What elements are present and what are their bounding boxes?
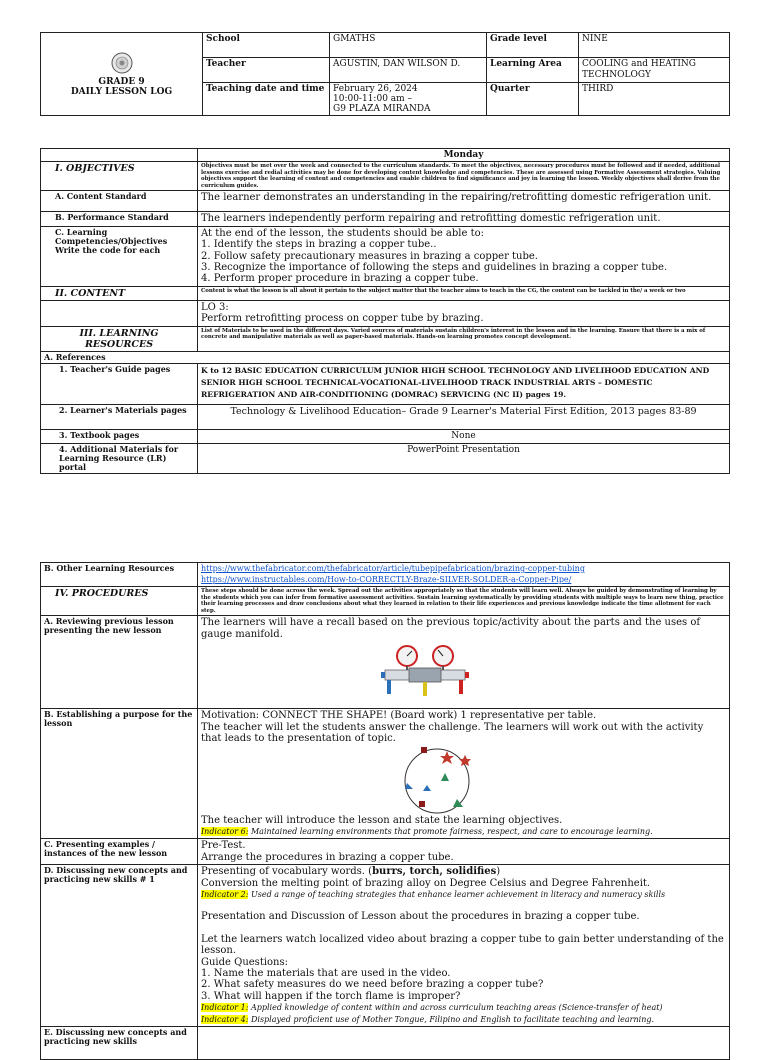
competencies-label: C. Learning Competencies/Objectives Write the code for each <box>41 226 198 286</box>
other-resources-label: B. Other Learning Resources <box>41 563 198 587</box>
competency-intro: At the end of the lesson, the students should be able to: <box>201 227 485 239</box>
references-label: A. References <box>41 351 730 363</box>
proc-c-arrange: Arrange the procedures in brazing a copper tube. <box>201 851 454 863</box>
indicator-4-text: Displayed proficient use of Mother Tongue, Filipino and English to facilitate teaching and learning. <box>248 1014 655 1024</box>
learning-area-value: COOLING and HEATING TECHNOLOGY <box>579 58 730 83</box>
procedures-label: IV. PROCEDURES <box>41 587 198 616</box>
quarter-value: THIRD <box>579 83 730 116</box>
additional-value: PowerPoint Presentation <box>198 444 730 474</box>
school-value: GMATHS <box>330 33 487 58</box>
competency-item: 1. Identify the steps in brazing a copper tube.. <box>201 239 437 251</box>
proc-a-label: A. Reviewing previous lesson presenting the new lesson <box>41 616 198 709</box>
proc-a-content <box>198 616 730 709</box>
proc-d-video: Let the learners watch localized video about brazing a copper tube to gain better understanding of the lesson. <box>201 933 724 957</box>
proc-b-instruction: The teacher will let the students answer the challenge. The learners will work out with the activity that leads to the presentation of topic. <box>201 721 704 745</box>
resources-label-line1: III. LEARNING <box>79 327 159 339</box>
time-line: 10:00-11:00 am – <box>333 94 413 104</box>
indicator-1-badge: Indicator 1: <box>201 1003 249 1013</box>
indicator-1-text: Applied knowledge of content within and across curriculum teaching areas (Science-transfer of heat) <box>248 1003 663 1013</box>
proc-c-content <box>198 839 730 865</box>
resources-label <box>41 326 198 351</box>
proc-d-indicator4-line <box>201 1014 726 1025</box>
indicator-2-text: Used a range of teaching strategies that enhance learner achievement in literacy and numeracy skills <box>248 890 666 900</box>
vocab-prefix: Presenting of vocabulary words. ( <box>201 866 373 878</box>
learning-area-label: Learning Area <box>487 58 579 83</box>
content-standard-label: A. Content Standard <box>41 191 198 212</box>
other-resources-links <box>198 563 730 587</box>
vocab-words: burrs, torch, solidifies <box>372 866 497 878</box>
tg-label: 1. Teacher's Guide pages <box>41 363 198 404</box>
proc-d-guide: Guide Questions: <box>201 956 288 968</box>
resources-note: List of Materials to be used in the different days. Varied sources of materials sustain children's interest in the lesson and in the learning. Ensure that there is a mix of concrete and manipulative materials as well as paper-based materials. Hands-on learning promotes concept development. <box>198 326 730 351</box>
additional-label: 4. Additional Materials for Learning Resource (LR) portal <box>41 444 198 474</box>
date-value <box>330 83 487 116</box>
content-title: Perform retrofitting process on copper tube by brazing. <box>201 313 484 325</box>
proc-b-indicator-line <box>201 826 726 837</box>
proc-d-indicator1-line <box>201 1002 726 1013</box>
proc-d-question: 3. What will happen if the torch flame is improper? <box>201 990 461 1002</box>
performance-standard-label: B. Performance Standard <box>41 212 198 226</box>
section-line: G9 PLAZA MIRANDA <box>333 104 431 114</box>
objectives-label: I. OBJECTIVES <box>41 162 198 191</box>
proc-c-label: C. Presenting examples / instances of the new lesson <box>41 839 198 865</box>
competency-item: 4. Perform proper procedure in brazing a copper tube. <box>201 273 479 285</box>
grade-level-label: Grade level <box>487 33 579 58</box>
corner-cell <box>41 149 198 162</box>
competencies-list <box>198 226 730 286</box>
connect-the-shape-image <box>397 745 477 815</box>
proc-b-motivation: Motivation: CONNECT THE SHAPE! (Board work) 1 representative per table. <box>201 710 597 722</box>
grade-level-value: NINE <box>579 33 730 58</box>
teacher-value: AGUSTIN, DAN WILSON D. <box>330 58 487 83</box>
day-header: Monday <box>198 149 730 162</box>
proc-d-question: 1. Name the materials that are used in the video. <box>201 968 451 980</box>
proc-b-content <box>198 709 730 839</box>
gauge-manifold-image <box>379 642 471 702</box>
lesson-table-page2 <box>40 562 730 1060</box>
lesson-table-page1 <box>40 148 730 474</box>
proc-d-question: 2. What safety measures do we need before brazing a copper tube? <box>201 979 544 991</box>
proc-b-after: The teacher will introduce the lesson and state the learning objectives. <box>201 814 563 826</box>
grade-title: GRADE 9 <box>98 76 145 87</box>
proc-b-label: B. Establishing a purpose for the lesson <box>41 709 198 839</box>
procedures-note: These steps should be done across the week. Spread out the activities appropriately so that the students will learn well. Always be guided by demonstrating of learning by the students which you can infer from formative assessment activities. Sustain learning systematically by providing students with multiple ways to learn new thing, practice their learning processes and draw conclusions about what they learned in relation to their life experiences and previous knowledge indicate the time allotment for each step. <box>198 587 730 616</box>
log-title: DAILY LESSON LOG <box>70 86 173 97</box>
tg-value: K to 12 BASIC EDUCATION CURRICULUM JUNIOR HIGH SCHOOL TECHNOLOGY AND LIVELIHOOD EDUCATION AND SENIOR HIGH SCHOOL TECHNICAL-VOCATIONAL-LIVELIHOOD TRACK INDUSTRIAL ARTS – DOMESTIC REFRIGERATION AND AIR-CONDITIONING (DOMRAC) SERVICING (NC II) pages 19. <box>198 363 730 404</box>
logo-cell <box>41 33 203 116</box>
textbook-value: None <box>198 429 730 443</box>
content-label: II. CONTENT <box>41 286 198 300</box>
indicator-6-badge: Indicator 6: <box>201 827 249 836</box>
proc-d-label: D. Discussing new concepts and practicing new skills # 1 <box>41 865 198 1027</box>
lm-value: Technology & Livelihood Education– Grade 9 Learner's Material First Edition, 2013 pages 83-89 <box>198 404 730 429</box>
proc-d-presentation: Presentation and Discussion of Lesson about the procedures in brazing a copper tube. <box>201 911 640 923</box>
resource-link[interactable]: https://www.instructables.com/How-to-CORRECTLY-Braze-SILVER-SOLDER-a-Copper-Pipe/ <box>201 574 572 584</box>
content-lo: LO 3: <box>201 301 229 313</box>
indicator-2-badge: Indicator 2: <box>201 890 249 900</box>
deped-seal-icon <box>111 52 133 74</box>
proc-c-pretest: Pre-Test. <box>201 840 246 852</box>
quarter-label: Quarter <box>487 83 579 116</box>
proc-d-indicator2-line <box>201 889 726 900</box>
header-table <box>40 32 730 116</box>
proc-e-label: E. Discussing new concepts and practicing new skills <box>41 1027 198 1060</box>
content-standard-value: The learner demonstrates an understanding in the repairing/retrofitting domestic refrigeration unit. <box>198 191 730 212</box>
proc-d-vocab <box>201 866 726 877</box>
proc-a-text: The learners will have a recall based on the previous topic/activity about the parts and the uses of gauge manifold. <box>201 617 701 640</box>
content-value <box>198 300 730 326</box>
proc-d-conversion: Conversion the melting point of brazing alloy on Degree Celsius and Degree Fahrenheit. <box>201 877 651 889</box>
objectives-note: Objectives must be met over the week and connected to the curriculum standards. To meet the objectives, necessary procedures must be followed and if needed, additional lessons exercise and redial activities may be done for developing content knowledge and competencies. These are assessed using Formative Assessment strategies. Valuing objectives support the learning of content and competencies and enable children to find significance and joy in learning the lesson. Weekly objectives shall derive from the curriculum guides. <box>198 162 730 191</box>
date-label: Teaching date and time <box>203 83 330 116</box>
content-blank <box>41 300 198 326</box>
resource-link[interactable]: https://www.thefabricator.com/thefabricator/article/tubepipefabrication/brazing-copper-tubing <box>201 564 585 573</box>
date-line: February 26, 2024 <box>333 84 418 94</box>
performance-standard-value: The learners independently perform repairing and retrofitting domestic refrigeration unit. <box>198 212 730 226</box>
competency-item: 3. Recognize the importance of following the steps and guidelines in brazing a copper tube. <box>201 262 668 273</box>
school-label: School <box>203 33 330 58</box>
indicator-6-text: Maintained learning environments that promote fairness, respect, and care to encourage learning. <box>248 827 653 836</box>
resources-label-line2: RESOURCES <box>84 338 154 350</box>
teacher-label: Teacher <box>203 58 330 83</box>
proc-e-content <box>198 1027 730 1060</box>
vocab-suffix: ) <box>496 866 501 878</box>
competency-item: 2. Follow safety precautionary measures in brazing a copper tube. <box>201 250 538 262</box>
content-note: Content is what the lesson is all about it pertain to the subject matter that the teacher aims to teach in the CG, the content can be tackled in the/ a week or two <box>198 286 730 300</box>
indicator-4-badge: Indicator 4: <box>201 1014 249 1024</box>
lm-label: 2. Learner's Materials pages <box>41 404 198 429</box>
proc-d-content <box>198 865 730 1027</box>
textbook-label: 3. Textbook pages <box>41 429 198 443</box>
